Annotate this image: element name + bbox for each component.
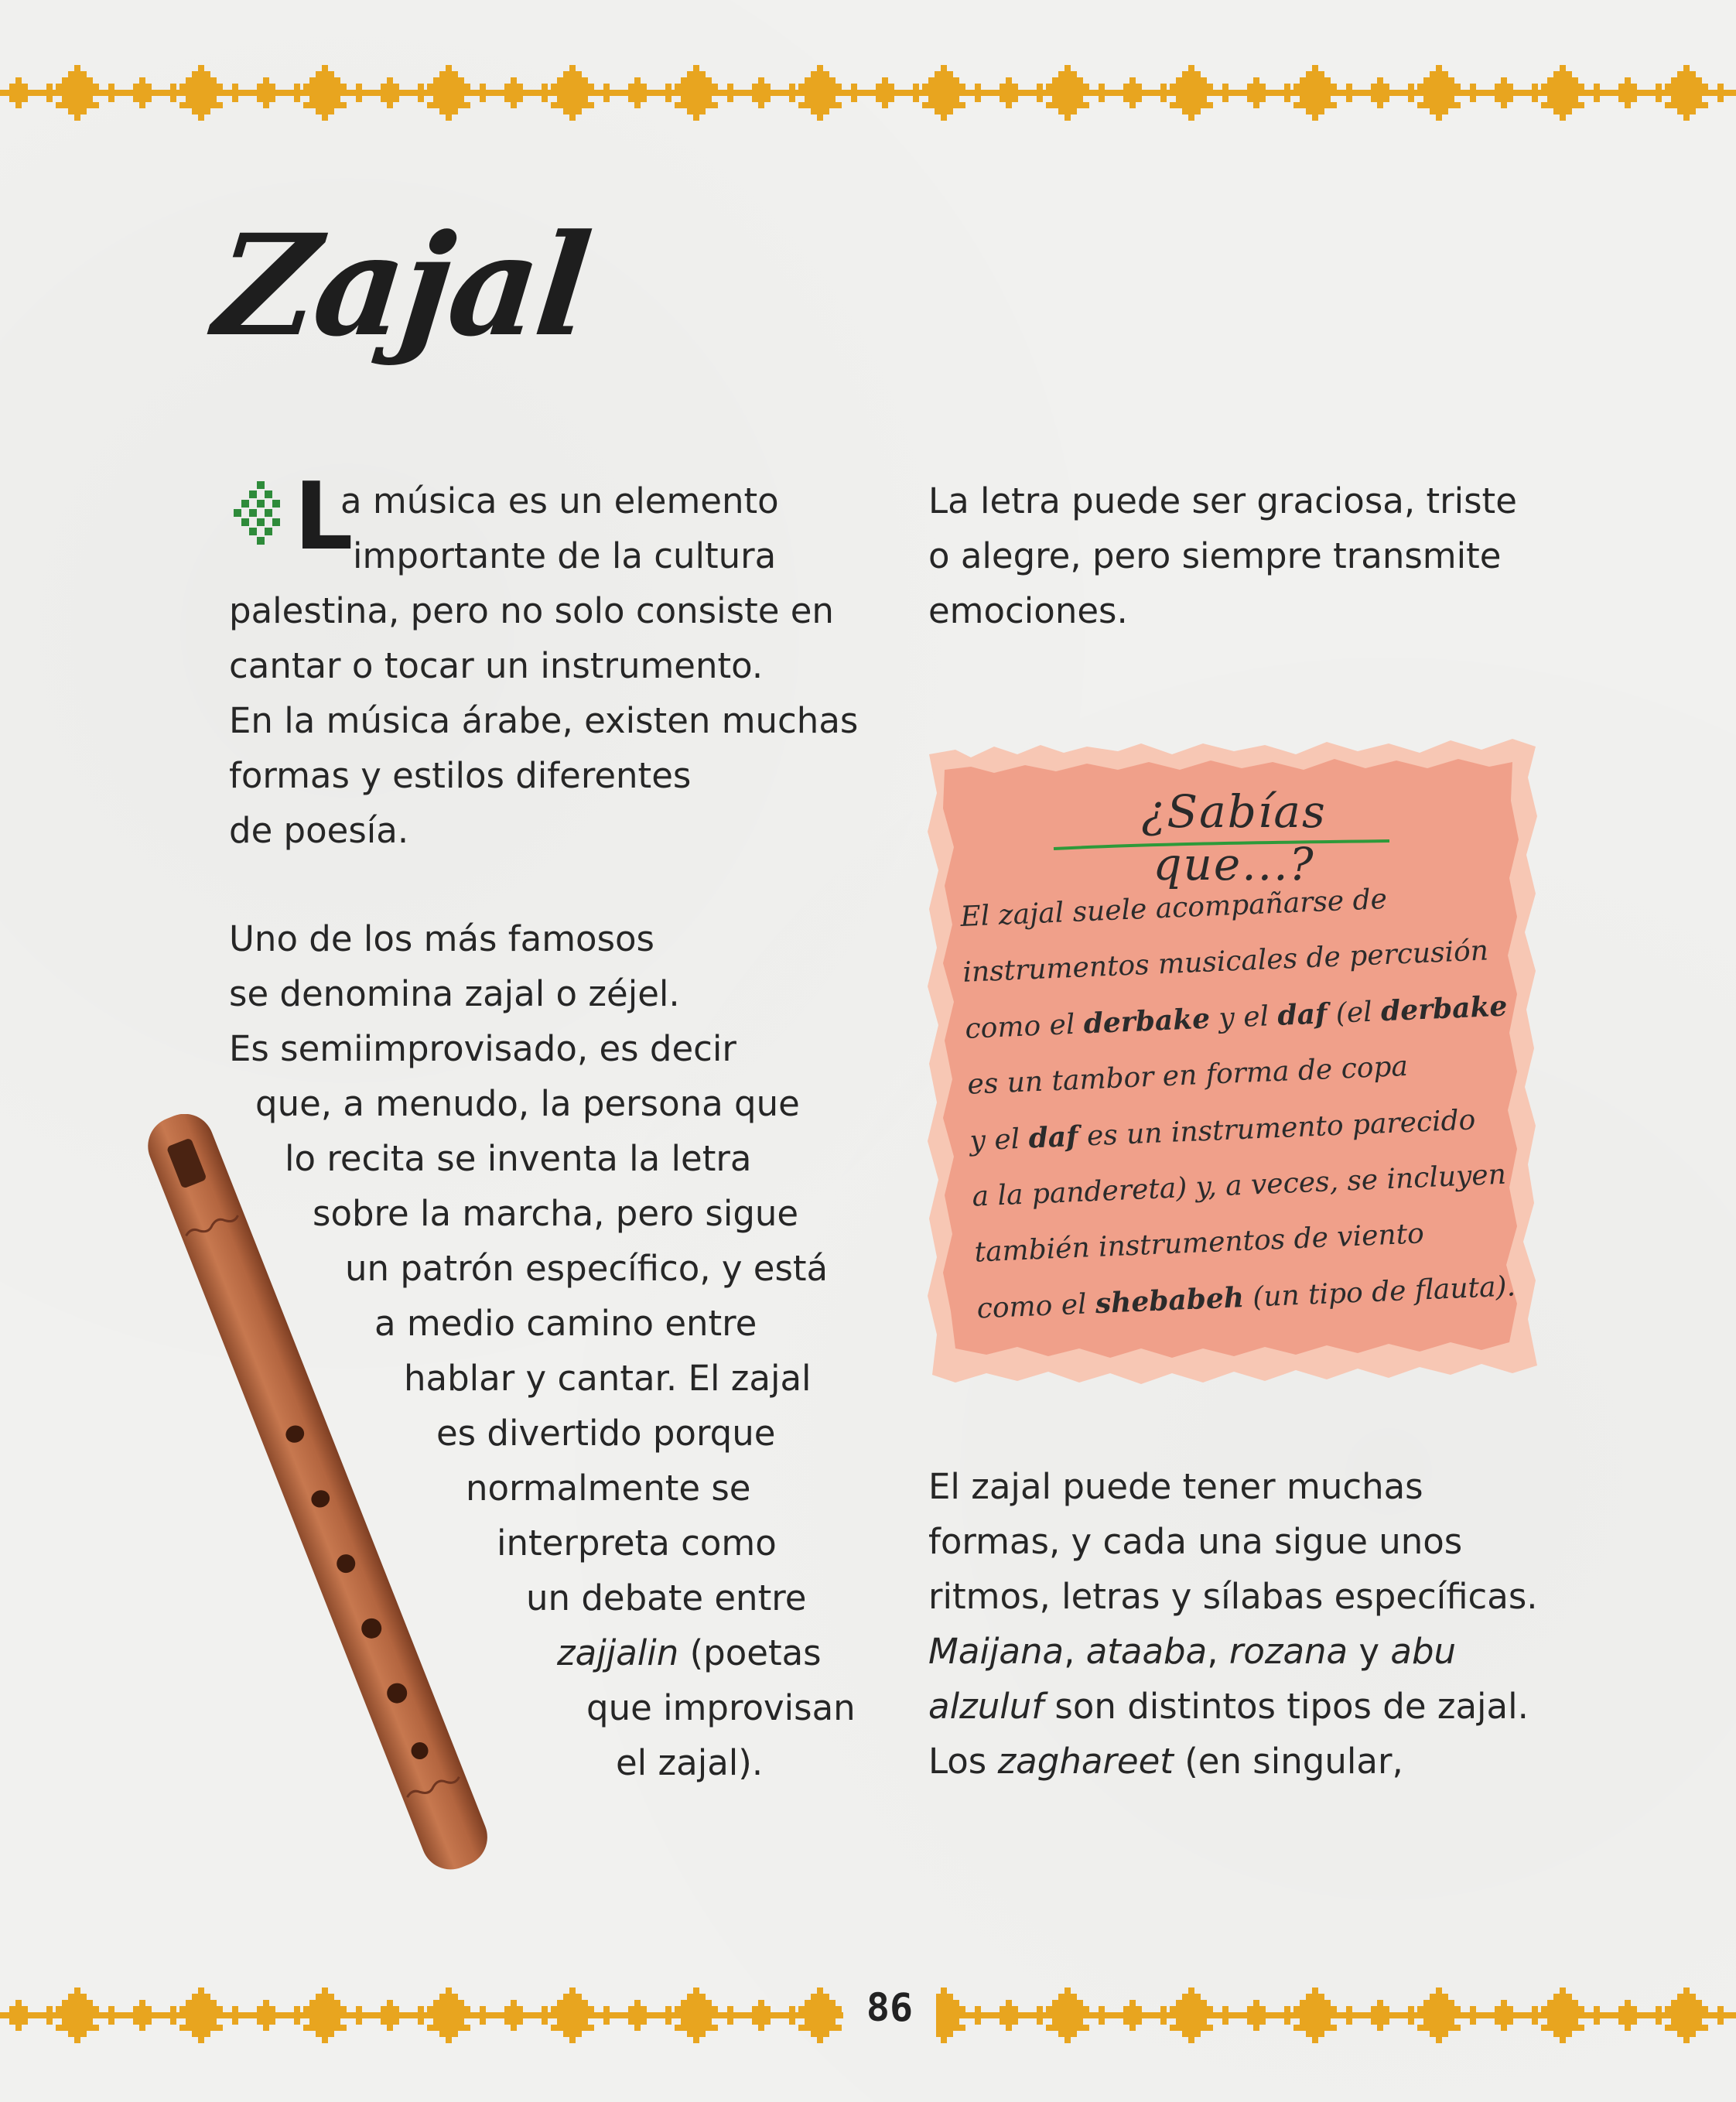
text-line: En la música árabe, existen muchas	[229, 700, 859, 741]
text-line: alzuluf son distintos tipos de zajal.	[928, 1686, 1529, 1727]
text-line: palestina, pero no solo consiste en	[229, 590, 834, 631]
text-line: Maijana, ataaba, rozana y abu	[928, 1631, 1457, 1672]
text-line: un debate entre	[526, 1577, 807, 1618]
note-title-underline	[1052, 839, 1393, 855]
note-line: también instrumentos de viento	[973, 1218, 1425, 1269]
page-number: 86	[866, 1985, 914, 2030]
text-line: a música es un elemento	[340, 480, 779, 521]
page-title: Zajal	[207, 204, 596, 367]
note-line: como el shebabeh (un tipo de flauta).	[976, 1270, 1516, 1325]
text-line: ritmos, letras y sílabas específicas.	[928, 1576, 1538, 1617]
text-line: normalmente se	[466, 1468, 751, 1509]
note-line: instrumentos musicales de percusión	[962, 935, 1489, 989]
text-line: es divertido porque	[436, 1413, 776, 1454]
text-line: que improvisan	[586, 1687, 856, 1728]
text-line: un patrón específico, y está	[345, 1248, 829, 1289]
note-line: es un tambor en forma de copa	[966, 1050, 1409, 1101]
note-title: ¿Sabías que...?	[1141, 785, 1327, 890]
text-line: importante de la cultura	[353, 535, 777, 576]
note-line: El zajal suele acompañarse de	[959, 883, 1388, 933]
intro-paragraph	[229, 463, 859, 858]
text-line: de poesía.	[229, 810, 409, 851]
text-line: cantar o tocar un instrumento.	[229, 645, 764, 686]
text-line: El zajal puede tener muchas	[928, 1466, 1423, 1507]
text-line: Es semiimprovisado, es decir	[229, 1028, 736, 1069]
note-line: como el derbake y el daf (el derbake	[964, 989, 1509, 1045]
right-paragraph-2	[928, 1459, 1538, 1789]
text-line: o alegre, pero siempre transmite	[928, 535, 1502, 576]
text-line: Uno de los más famosos	[229, 918, 654, 959]
note-body	[959, 867, 1519, 1338]
text-line: que, a menudo, la persona que	[255, 1083, 800, 1124]
text-line: La letra puede ser graciosa, triste	[928, 480, 1517, 521]
top-embroidery-border	[0, 54, 1736, 132]
text-line: el zajal).	[616, 1742, 764, 1783]
text-line: se denomina zajal o zéjel.	[229, 973, 680, 1014]
text-line: formas y estilos diferentes	[229, 755, 692, 796]
text-fragment: (poetas	[678, 1632, 822, 1673]
text-line: hablar y cantar. El zajal	[404, 1358, 812, 1399]
text-line: sobre la marcha, pero sigue	[313, 1193, 799, 1234]
drop-cap: L	[294, 463, 354, 571]
text-line: emociones.	[928, 590, 1128, 631]
note-line: a la pandereta) y, a veces, se incluyen	[971, 1158, 1507, 1213]
text-line: a medio camino entre	[374, 1303, 757, 1344]
right-paragraph-1	[928, 473, 1517, 638]
shebabeh-flute-icon	[108, 1114, 603, 1934]
note-line: y el daf es un instrumento parecido	[969, 1104, 1477, 1157]
text-line: interpreta como	[497, 1523, 777, 1564]
italic-term: zajjalin	[557, 1632, 679, 1673]
text-line: formas, y cada una sigue unos	[928, 1521, 1463, 1562]
text-line: lo recita se inventa la letra	[285, 1138, 752, 1179]
text-line: Los zaghareet (en singular,	[928, 1741, 1403, 1782]
